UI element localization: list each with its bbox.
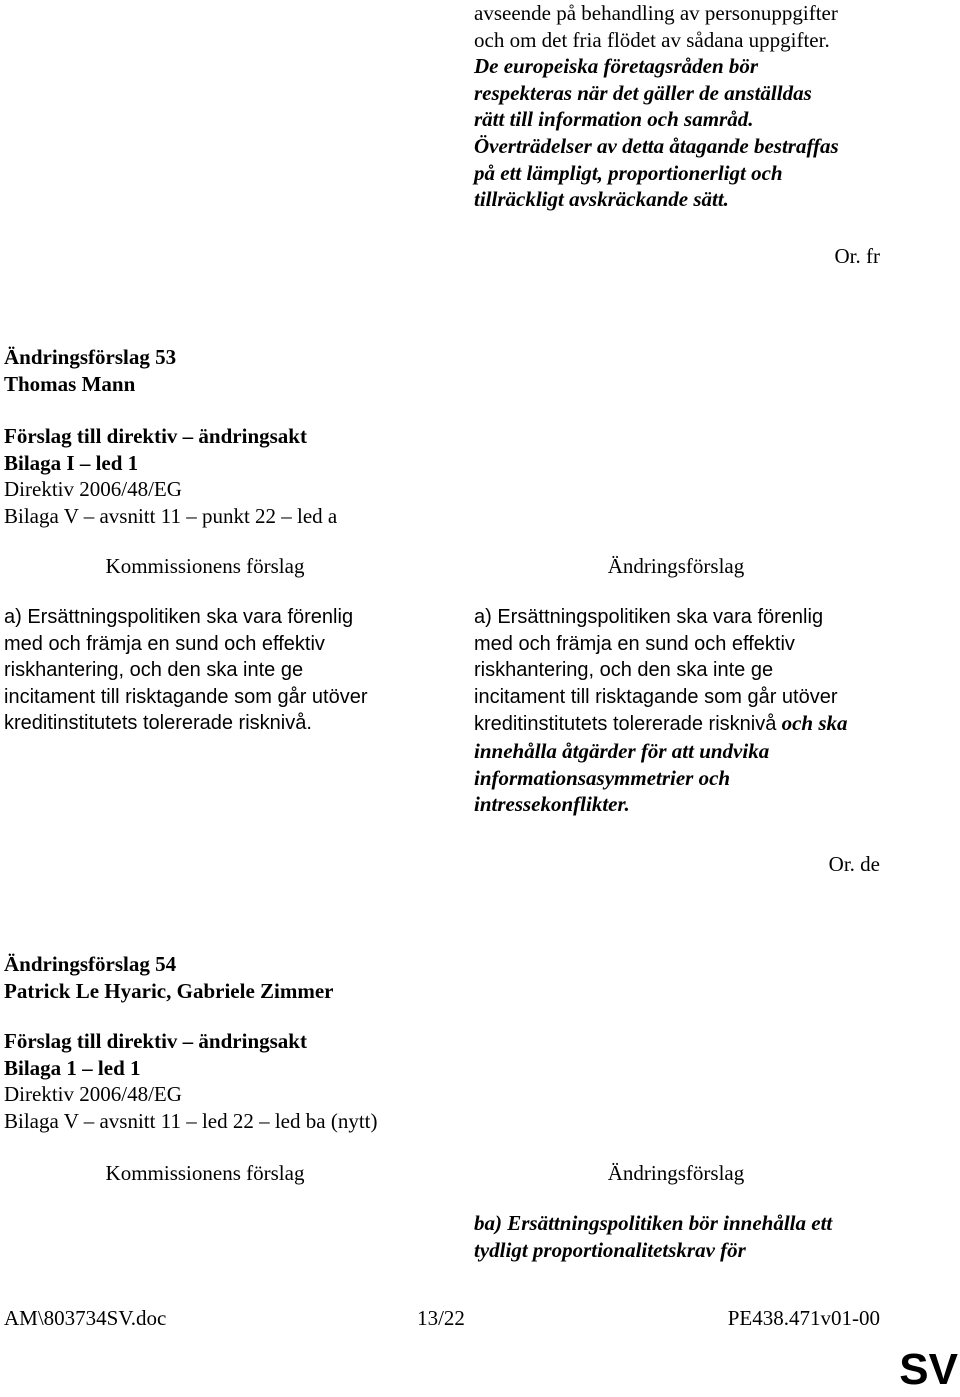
amendment-53-reference: [4, 423, 337, 529]
amendment-author: Patrick Le Hyaric, Gabriele Zimmer: [4, 978, 334, 1003]
text-line: med och främja en sund och effektiv: [474, 632, 795, 655]
added-text-line: rätt till information och samråd.: [474, 107, 754, 132]
added-text-line: ba) Ersättningspolitiken bör innehålla ett: [474, 1211, 833, 1235]
column-header-amendment: Ändringsförslag: [607, 1161, 745, 1185]
amendment-title: Ändringsförslag 54: [4, 952, 177, 976]
text-line: incitament till risktagande som går utöver: [474, 685, 838, 708]
added-text-line: på ett lämpligt, proportionerligt och: [474, 160, 783, 185]
added-text-line: innehålla åtgärder för att undvika: [474, 738, 770, 763]
added-text-line: tydligt proportionalitetskrav för: [474, 1237, 746, 1262]
amendment-author: Thomas Mann: [4, 371, 136, 396]
amendment-text: [474, 604, 848, 818]
added-text-line: respekteras när det gäller de anställdas: [474, 80, 812, 105]
directive-ref: Direktiv 2006/48/EG: [4, 1082, 182, 1107]
commission-text: [4, 604, 368, 737]
text-segment: kreditinstitutets tolererade risknivå: [474, 713, 777, 736]
origin-language-note: Or. fr: [834, 244, 880, 268]
text-line: [474, 710, 848, 738]
text-line: riskhantering, och den ska inte ge: [4, 659, 304, 682]
location-ref: Bilaga V – avsnitt 11 – punkt 22 – led a: [4, 503, 338, 528]
footer-language-code: SV: [899, 1345, 958, 1394]
column-header-amendment: Ändringsförslag: [607, 554, 745, 578]
continued-amendment-text: [474, 0, 839, 213]
added-text-line: De europeiska företagsråden bör: [474, 54, 759, 79]
added-text-line: informationsasymmetrier och: [474, 765, 731, 790]
origin-language-note: Or. de: [828, 852, 880, 876]
text-line: a) Ersättningspolitiken ska vara förenlig: [4, 606, 354, 628]
column-header-commission: Kommissionens förslag: [105, 1161, 305, 1185]
footer-pe-ref: PE438.471v01-00: [727, 1306, 880, 1330]
text-line: och om det fria flödet av sådana uppgifter.: [474, 27, 830, 52]
text-line: med och främja en sund och effektiv: [4, 632, 325, 655]
added-text-line: tillräckligt avskräckande sätt.: [474, 187, 729, 212]
text-line: kreditinstitutets tolererade risknivå.: [4, 712, 312, 735]
text-line: incitament till risktagande som går utöver: [4, 685, 368, 708]
text-line: riskhantering, och den ska inte ge: [474, 659, 774, 682]
location-ref: Bilaga V – avsnitt 11 – led 22 – led ba (nytt): [4, 1108, 378, 1133]
amendment-53-header: [4, 344, 176, 397]
annex-ref: Bilaga 1 – led 1: [4, 1055, 141, 1080]
proposal-type: Förslag till direktiv – ändringsakt: [4, 424, 307, 448]
added-text-line: Överträdelser av detta åtagande bestraffas: [474, 133, 839, 158]
column-header-commission: Kommissionens förslag: [105, 554, 305, 578]
amendment-text: [474, 1210, 832, 1263]
amendment-54-reference: [4, 1028, 377, 1134]
proposal-type: Förslag till direktiv – ändringsakt: [4, 1029, 307, 1053]
footer-doc-ref: AM\803734SV.doc: [4, 1306, 167, 1330]
text-line: avseende på behandling av personuppgifter: [474, 1, 838, 25]
amendment-title: Ändringsförslag 53: [4, 345, 177, 369]
directive-ref: Direktiv 2006/48/EG: [4, 477, 182, 502]
amendment-54-header: [4, 951, 333, 1004]
text-line: a) Ersättningspolitiken ska vara förenlig: [474, 606, 824, 628]
annex-ref: Bilaga I – led 1: [4, 450, 139, 475]
added-text-segment: och ska: [776, 711, 848, 736]
footer-page-number: 13/22: [417, 1306, 465, 1330]
added-text-line: intressekonflikter.: [474, 792, 630, 817]
